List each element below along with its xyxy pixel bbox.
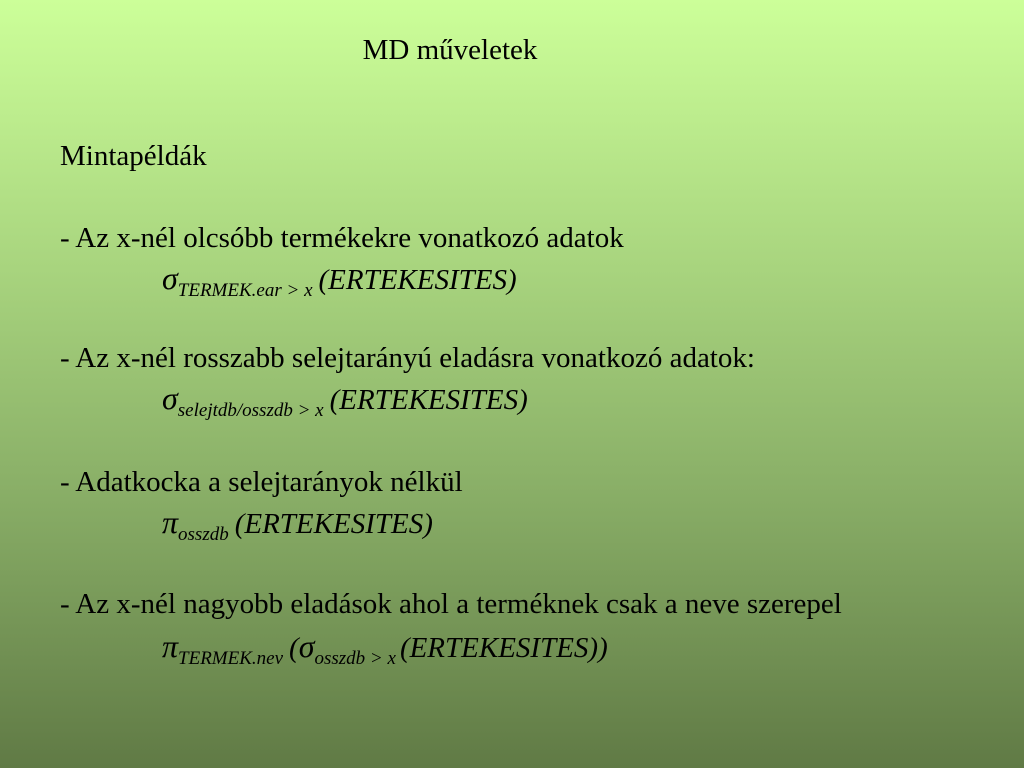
example-1-description: - Az x-nél olcsóbb termékekre vonatkozó adatok — [60, 222, 624, 254]
example-4-formula — [162, 628, 608, 669]
formula-argument: (ERTEKESITES) — [318, 264, 517, 296]
pi-operator: π — [162, 504, 179, 540]
slide-title: MD műveletek — [362, 34, 538, 66]
example-4-description: - Az x-nél nagyobb eladások ahol a terméknek csak a neve szerepel — [60, 588, 842, 620]
formula-inner-subscript: osszdb > x — [314, 648, 396, 669]
formula-open-paren: ( — [289, 632, 299, 664]
formula-subscript: osszdb — [178, 524, 229, 545]
example-3-formula — [162, 504, 433, 545]
sigma-operator: σ — [298, 628, 315, 664]
sigma-operator: σ — [162, 260, 178, 296]
formula-argument: (ERTEKESITES)) — [399, 632, 608, 664]
example-2-description: - Az x-nél rosszabb selejtarányú eladásra vonatkozó adatok: — [60, 342, 755, 374]
formula-subscript: TERMEK.ear > x — [177, 280, 313, 301]
slide-subtitle: Mintapéldák — [60, 140, 207, 172]
pi-operator: π — [162, 628, 179, 664]
formula-argument: (ERTEKESITES) — [329, 384, 528, 416]
example-3-description: - Adatkocka a selejtarányok nélkül — [60, 466, 463, 498]
formula-argument: (ERTEKESITES) — [234, 508, 433, 540]
formula-subscript: selejtdb/osszdb > x — [177, 400, 324, 421]
example-1-formula — [162, 260, 517, 301]
example-2-formula — [162, 380, 528, 421]
formula-subscript: TERMEK.nev — [178, 648, 284, 669]
sigma-operator: σ — [162, 380, 178, 416]
